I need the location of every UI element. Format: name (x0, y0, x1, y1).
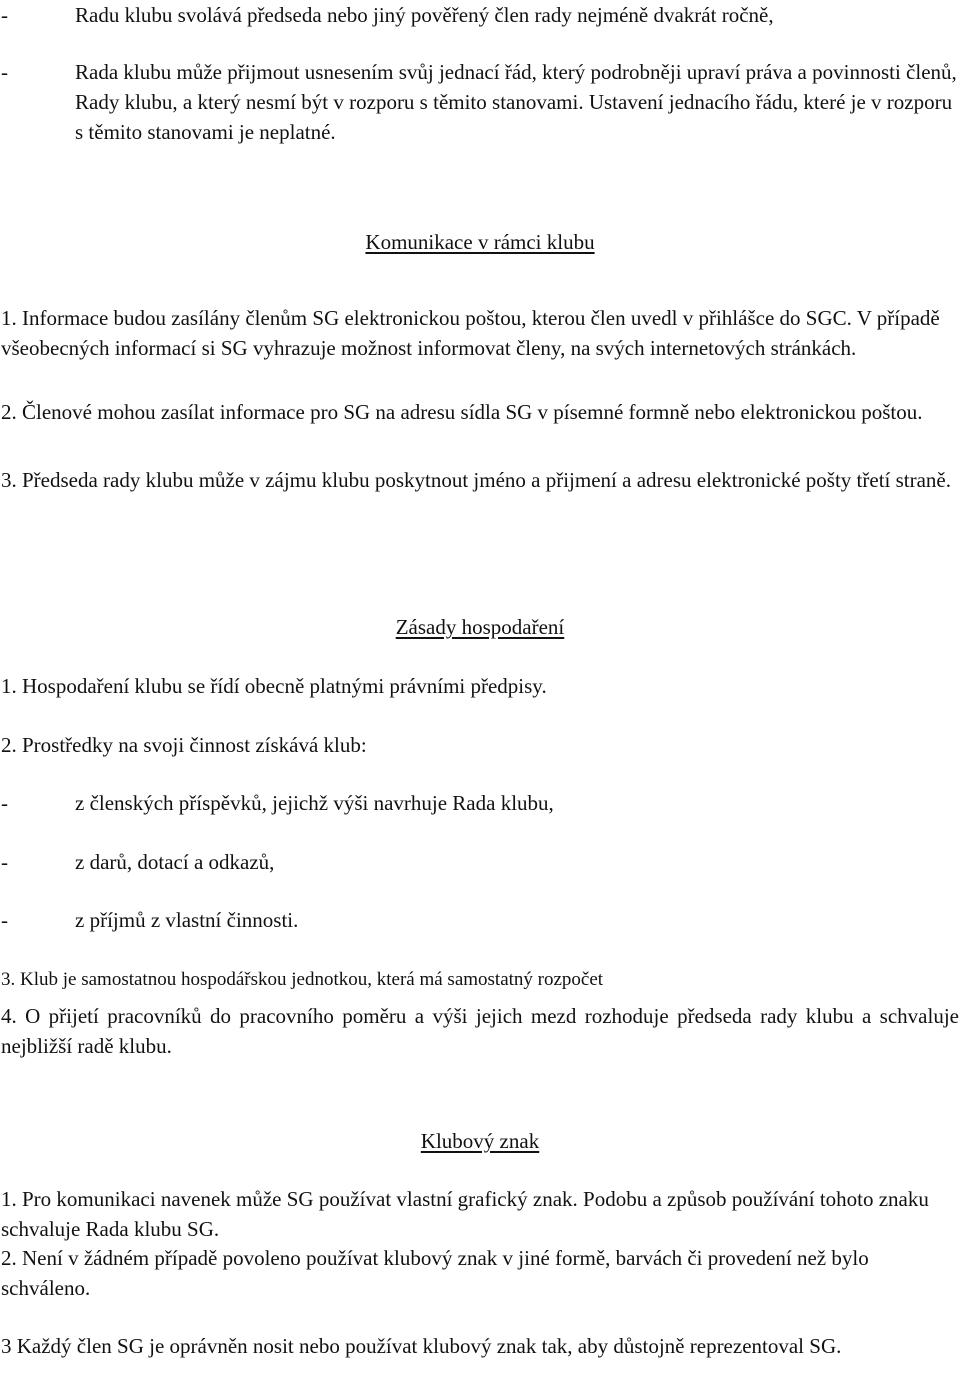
dash-marker: - (1, 3, 8, 27)
znak-item-3: 3 Každý člen SG je oprávněn nosit nebo používat klubový znak tak, aby důstojně reprezentoval SG. (1, 1334, 842, 1358)
komunikace-item-2: 2. Členové mohou zasílat informace pro SG na adresu sídla SG v písemné formně nebo elektronickou poštou. (1, 400, 923, 424)
hospodareni-item-1: 1. Hospodaření klubu se řídí obecně platnými právními předpisy. (1, 674, 547, 698)
section-heading-hospodareni: Zásady hospodaření (395, 615, 565, 639)
hospodareni-item-4: 4. O přijetí pracovníků do pracovního poměru a výši jejich mezd rozhoduje předseda rady klubu a schvaluje nejbližší radě klubu. (1, 1004, 959, 1058)
source-bullet-1-text: z členských příspěvků, jejichž výši navrhuje Rada klubu, (75, 791, 554, 815)
source-bullet-2-text: z darů, dotací a odkazů, (75, 850, 275, 874)
dash-marker: - (1, 908, 8, 932)
source-bullet-3-text: z příjmů z vlastní činnosti. (75, 908, 299, 932)
znak-item-2: 2. Není v žádném případě povoleno používat klubový znak v jiné formě, barvách či provedení než bylo schváleno. (1, 1246, 869, 1300)
dash-marker: - (1, 791, 8, 815)
hospodareni-item-3: 3. Klub je samostatnou hospodářskou jednotkou, která má samostatný rozpočet (1, 969, 604, 990)
komunikace-item-1: 1. Informace budou zasílány členům SG elektronickou poštou, kterou člen uvedl v přihlášce do SGC. V případě všeobecných informací si SG vyhrazuje možnost informovat členy, na svých internetových stránkách. (1, 306, 940, 360)
source-bullet-3 (1, 905, 959, 935)
rada-bullet-1-text: Radu klubu svolává předseda nebo jiný pověřený člen rady nejméně dvakrát ročně, (75, 3, 774, 27)
hospodareni-item-2: 2. Prostředky na svoji činnost získává klub: (1, 733, 367, 757)
rada-bullet-1 (1, 0, 959, 30)
source-bullet-1 (1, 788, 959, 818)
section-heading-znak: Klubový znak (420, 1129, 540, 1153)
dash-marker: - (1, 850, 8, 874)
source-bullet-2 (1, 847, 959, 877)
section-heading-komunikace: Komunikace v rámci klubu (365, 230, 595, 254)
rada-bullet-2 (1, 57, 959, 147)
komunikace-item-3: 3. Předseda rady klubu může v zájmu klubu poskytnout jméno a přijmení a adresu elektronické pošty třetí straně. (1, 468, 952, 492)
rada-bullet-2-text: Rada klubu může přijmout usnesením svůj jednací řád, který podrobněji upraví práva a povinnosti členů, Rady klubu, a který nesmí být v rozporu s těmito stanovami. Ustavení jednacího řádu, které je v rozporu s těmito stanovami je neplatné. (75, 60, 957, 144)
dash-marker: - (1, 60, 8, 84)
znak-item-1: 1. Pro komunikaci navenek může SG používat vlastní grafický znak. Podobu a způsob používání tohoto znaku schvaluje Rada klubu SG. (1, 1187, 929, 1241)
